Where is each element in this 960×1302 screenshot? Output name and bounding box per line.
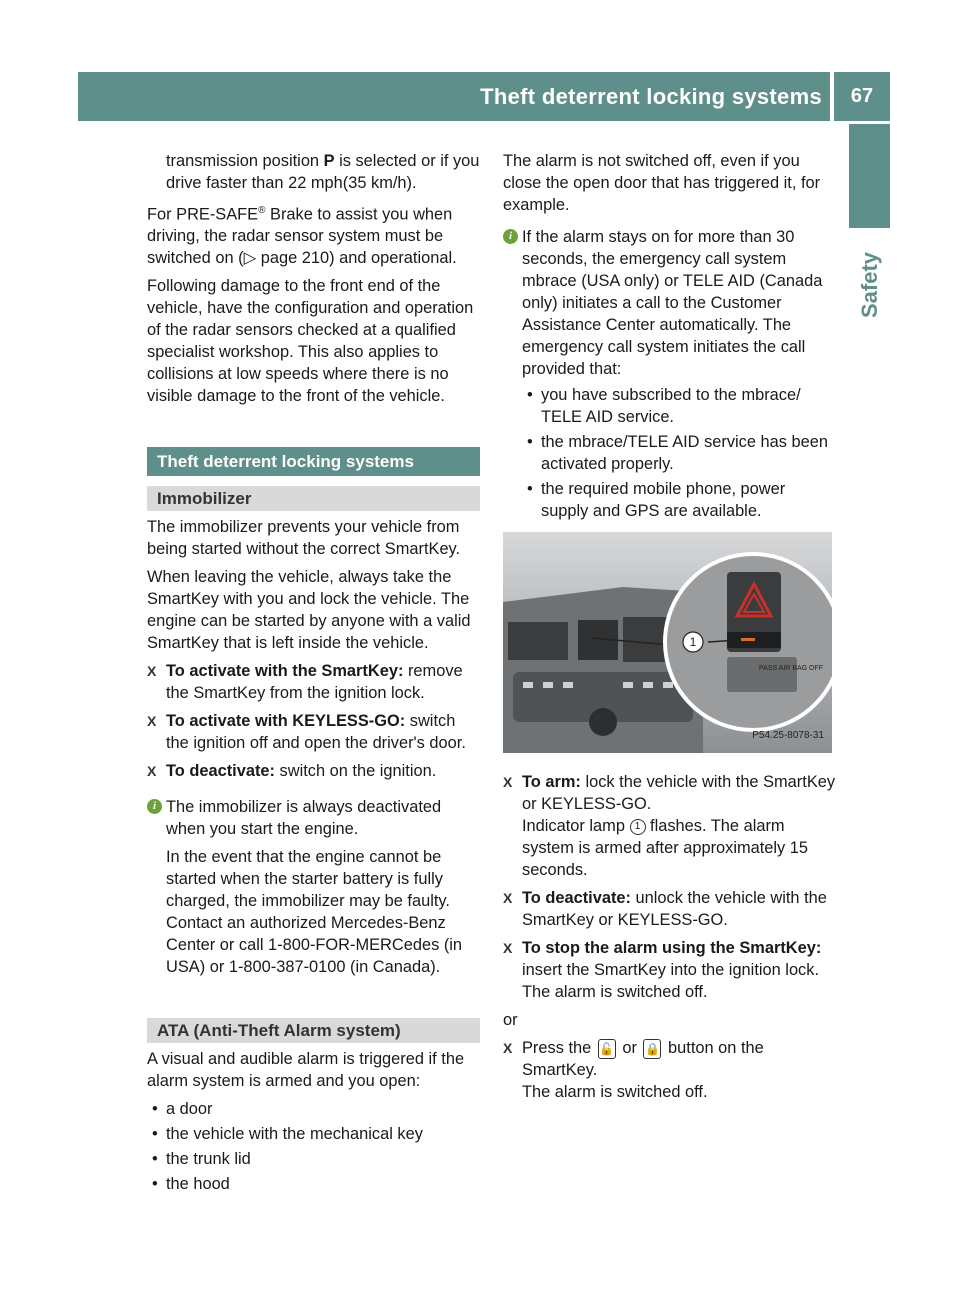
lock-icon: 🔒 (643, 1039, 661, 1059)
step-marker-icon: X (503, 774, 513, 790)
step-activate-smartkey: X To activate with the SmartKey: remove the SmartKey from the ignition lock. (147, 662, 463, 703)
step-marker-icon: X (147, 663, 157, 680)
paragraph-presafe: For PRE-SAFE® Brake to assist you when driving, the radar sensor system must be switched on (▷ page 210) and operational. (147, 205, 457, 268)
list-item: • a door (152, 1100, 213, 1119)
ata-paragraph: A visual and audible alarm is triggered if the alarm system is armed and you open: (147, 1050, 465, 1091)
callout-number: 1 (689, 635, 697, 649)
step-deactivate-alarm: X To deactivate: unlock the vehicle with the SmartKey or KEYLESS-GO. (503, 889, 827, 929)
info-note-immobilizer: i The immobilizer is always deactivated when you start the engine. In the event that the engine cannot be started when the starter battery is fully charged, the immobilizer may be faulty. Contact an authorized Mercedes-Benz Center or call 1-800-FOR-MERCedes (in USA) or 1-800-387-0100 (in Canada). (147, 796, 480, 978)
list-item: • the mbrace/TELE AID service has been activated properly. (527, 433, 828, 473)
section-heading: Theft deterrent locking systems (147, 447, 480, 476)
alarm-paragraph: The alarm is not switched off, even if you close the open door that has triggered it, for example. (503, 152, 821, 214)
step-stop-alarm: X To stop the alarm using the SmartKey: insert the SmartKey into the ignition lock. The alarm is switched off. (503, 939, 822, 1001)
step-activate-keyless: X To activate with KEYLESS-GO: switch the ignition off and open the driver's door. (147, 712, 466, 753)
step-arm: X To arm: lock the vehicle with the SmartKey or KEYLESS-GO. Indicator lamp 1 flashes. The alarm system is armed after approximately 15 seconds. (503, 773, 836, 879)
left-column (147, 150, 480, 1198)
immobilizer-paragraph-1: The immobilizer prevents your vehicle from being started without the correct SmartKey. (147, 518, 461, 559)
list-item: • the hood (152, 1175, 230, 1194)
step-marker-icon: X (147, 763, 157, 780)
list-item: • you have subscribed to the mbrace/ TELE AID service. (527, 386, 801, 426)
paragraph-damage: Following damage to the front end of the vehicle, have the configuration and operation of the radar sensors checked at a qualified specialist workshop. This also applies to collisions at low speeds where there is no visible damage to the front of the vehicle. (147, 277, 474, 406)
right-column (503, 150, 836, 1109)
side-tab (849, 230, 890, 340)
callout-marker-icon: 1 (630, 819, 646, 835)
step-marker-icon: X (503, 890, 513, 906)
step-marker-icon: X (147, 713, 157, 730)
list-item: • the trunk lid (152, 1150, 251, 1169)
step-deactivate: X To deactivate: switch on the ignition. (147, 762, 437, 781)
dashboard-illustration (503, 532, 832, 753)
subsection-heading-ata: ATA (Anti-Theft Alarm system) (147, 1018, 480, 1043)
side-tab-block (849, 124, 890, 228)
unlock-icon: 🔓 (598, 1039, 616, 1059)
step-marker-icon: X (503, 940, 513, 956)
panel-label: PASS AIR BAG OFF (759, 665, 824, 672)
list-item: • the required mobile phone, power supply and GPS are available. (527, 480, 786, 520)
dashboard-photo (503, 532, 832, 753)
info-icon: i (147, 799, 162, 814)
step-press-button: X Press the 🔓 or 🔒 button on the SmartKey. The alarm is switched off. (503, 1039, 764, 1101)
photo-credit: P54.25-8078-31 (752, 730, 824, 741)
side-tab-label: Safety (856, 251, 882, 319)
subsection-heading-immobilizer: Immobilizer (147, 486, 480, 511)
paragraph-transmission: transmission position P is selected or if you drive faster than 22 mph(35 km/h). (166, 152, 480, 192)
list-item: • the vehicle with the mechanical key (152, 1125, 423, 1144)
info-note-alarm: i If the alarm stays on for more than 30 seconds, the emergency call system mbrace (USA only) or TELE AID (Canada only) initiates a call to the Customer Assistance Center automatically. The emergency call system initiates the call provided that: • you have subscribed to the mbrace/ TELE AID service. • the mbrace/TELE AID service has been activated properly. • the required mobile phone, power supply and GPS are available. (503, 226, 836, 522)
immobilizer-paragraph-2: When leaving the vehicle, always take the SmartKey with you and lock the vehicle. The engine can be started by anyone with a valid SmartKey that is left inside the vehicle. (147, 568, 471, 653)
header-title: Theft deterrent locking systems (480, 84, 822, 109)
page-number: 67 (834, 72, 890, 121)
step-marker-icon: X (503, 1040, 513, 1056)
info-icon: i (503, 229, 518, 244)
or-text: or (503, 1011, 518, 1029)
